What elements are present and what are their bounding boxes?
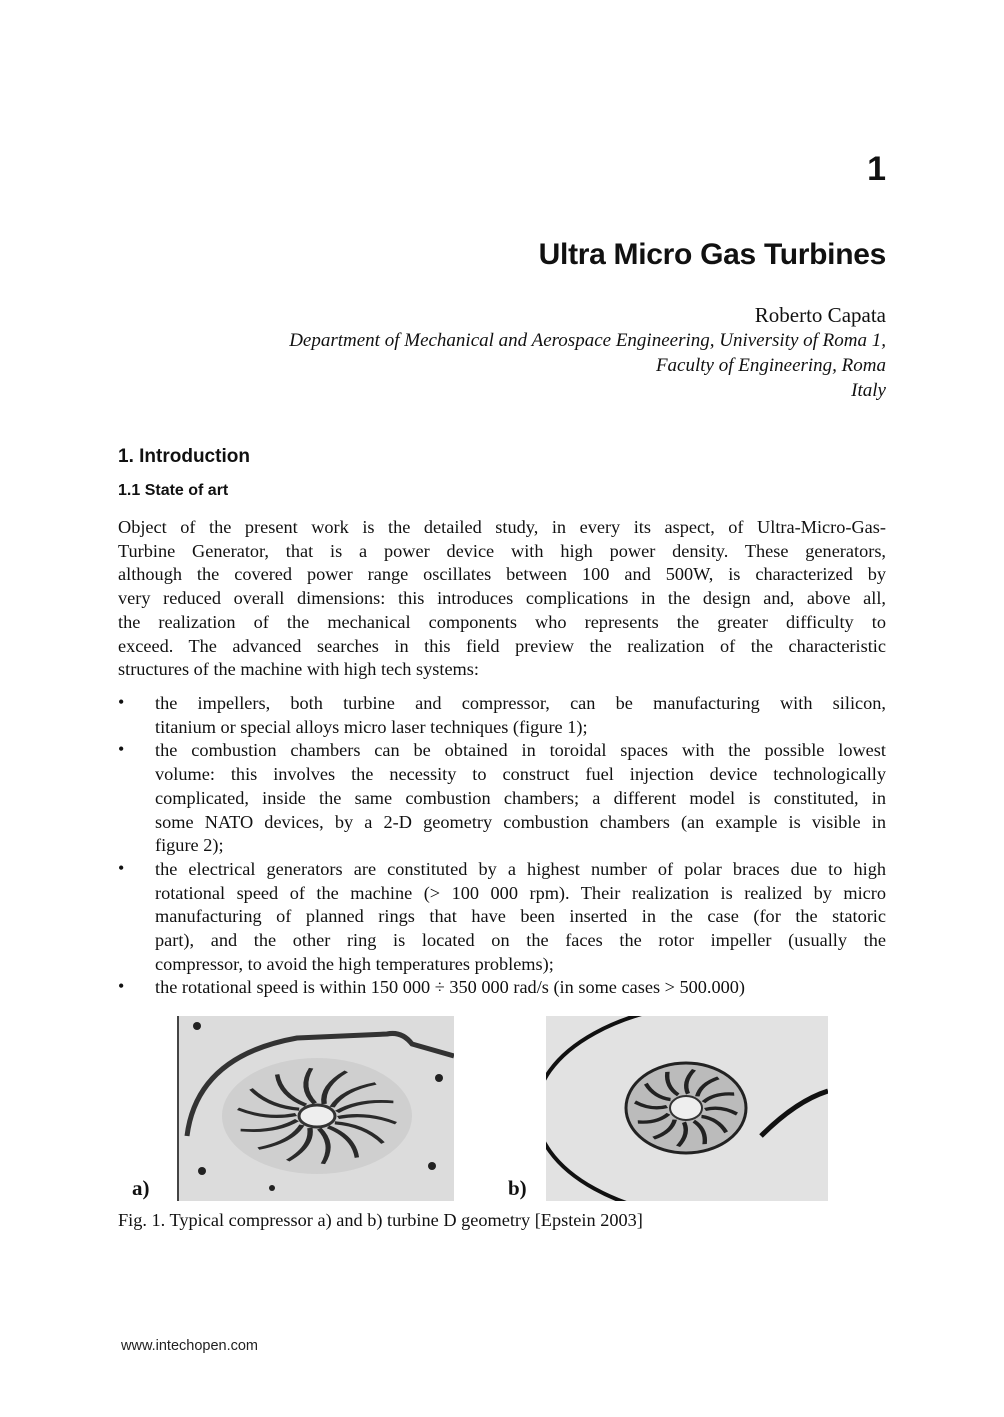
bullet-item-line: the impellers, both turbine and compressor, can be manufacturing with silicon, [155,693,886,713]
subsection-heading: 1.1 State of art [118,482,229,499]
bullet-symbol: • [118,692,125,712]
paragraph-line: Turbine Generator, that is a power device with high power density. These generators, [118,540,886,561]
paragraph-line: structures of the machine with high tech systems: [118,659,479,680]
figure-turbine-image [546,1016,828,1201]
bullet-symbol: • [118,976,125,997]
bullet-item-line: complicated, inside the same combustion chambers; a different model is constituted, in [155,787,886,808]
bullet-item-line: compressor, to avoid the high temperatures problems); [155,953,554,974]
footer-url[interactable]: www.intechopen.com [121,1338,259,1354]
affiliation-line: Department of Mechanical and Aerospace Engineering, University of Roma 1, [289,330,886,351]
figure-caption: Fig. 1. Typical compressor a) and b) turbine D geometry [Epstein 2003] [118,1210,643,1230]
bullet-item-line: the rotational speed is within 150 000 ÷ 350 000 rad/s (in some cases > 500.000) [155,977,746,998]
bullet-symbol: • [118,739,125,760]
bullet-symbol: • [118,857,125,878]
affiliation-line: Italy [851,380,886,401]
bullet-item-line: volume: this involves the necessity to construct fuel injection device technologically [155,764,886,785]
bullet-item-line: manufacturing of planned rings that have been inserted in the case (for the statoric [155,906,886,927]
bullet-item-line: part), and the other ring is located on the faces the rotor impeller (usually the [155,930,886,950]
paragraph-line: very reduced overall dimensions: this introduces complications in the design and, above all, [118,588,886,609]
bullet-item-line: some NATO devices, by a 2-D geometry combustion chambers (an example is visible in [155,811,886,832]
chapter-title: Ultra Micro Gas Turbines [538,238,886,271]
paragraph-line: the realization of the mechanical components who represents the greater difficulty to [118,611,886,632]
figure-compressor-image [177,1016,454,1201]
paragraph-line: Object of the present work is the detailed study, in every its aspect, of Ultra-Micro-Gas- [118,517,886,537]
author-name: Roberto Capata [754,303,886,327]
bullet-item-line: rotational speed of the machine (> 100 000 rpm). Their realization is realized by micro [155,882,886,903]
bullet-item-line: the electrical generators are constituted by a highest number of polar braces due to high [155,858,886,879]
chapter-number: 1 [867,150,886,188]
figure-label-b: b) [508,1176,527,1200]
section-heading: 1. Introduction [118,446,250,467]
paragraph-line: exceed. The advanced searches in this field preview the realization of the characteristic [118,635,886,656]
affiliation-line: Faculty of Engineering, Roma [655,355,886,376]
bullet-item-line: the combustion chambers can be obtained in toroidal spaces with the possible lowest [155,740,886,761]
bullet-item-line: titanium or special alloys micro laser techniques (figure 1); [155,716,588,737]
paragraph-line: although the covered power range oscillates between 100 and 500W, is characterized by [118,564,886,585]
figure-label-a: a) [132,1176,150,1200]
bullet-item-line: figure 2); [155,835,224,856]
